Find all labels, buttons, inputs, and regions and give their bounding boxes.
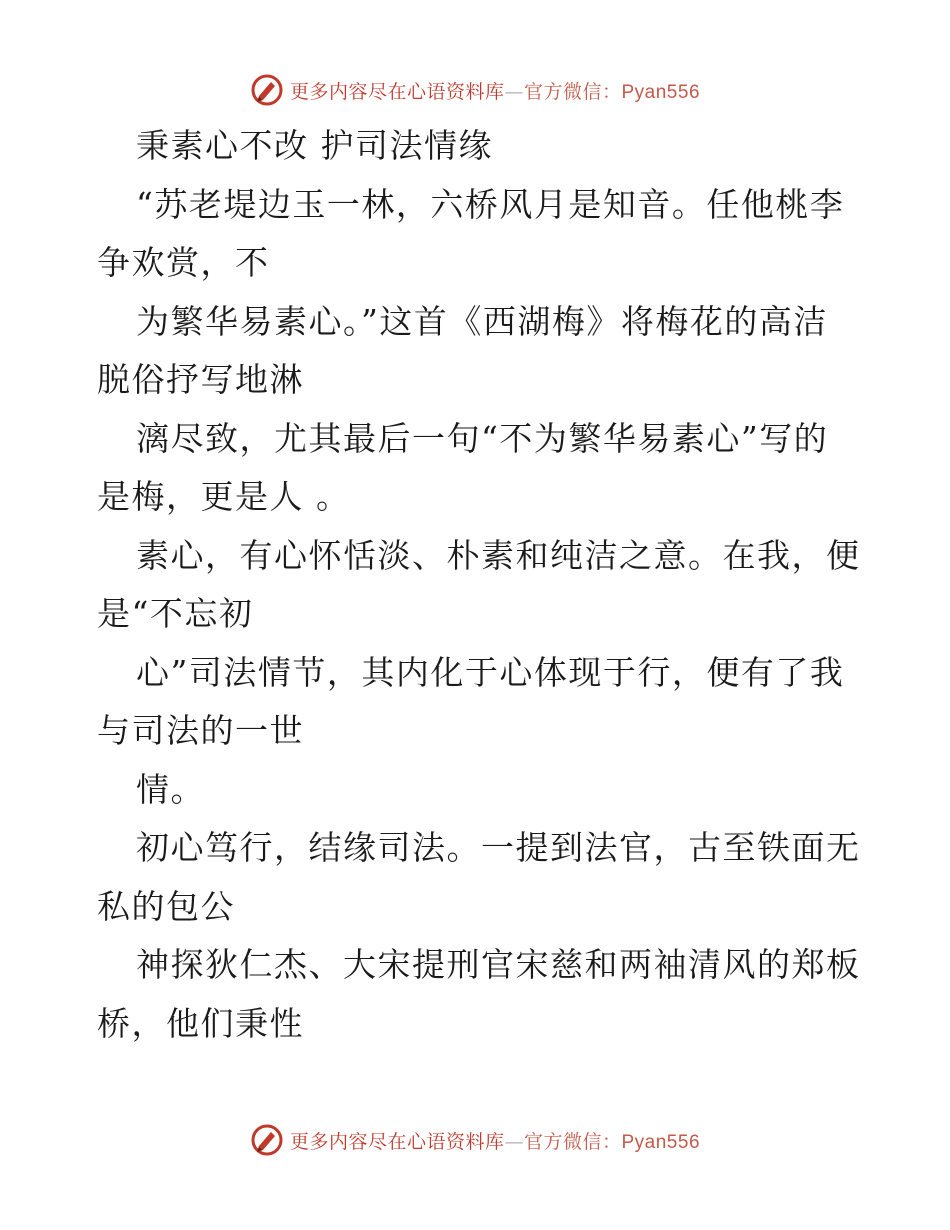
text-line: 情。 (136, 769, 205, 809)
text-line: 桥，他们秉性 (97, 1003, 304, 1043)
pen-logo-icon (250, 73, 284, 107)
text-line: 为繁华易素心。”这首《西湖梅》将梅花的高洁 (136, 301, 828, 341)
text-line: 漓尽致，尤其最后一句“不为繁华易素心”写的 (136, 418, 829, 458)
document-body (97, 117, 861, 1053)
banner-tail: 官方微信： (523, 1130, 622, 1153)
banner-main: 更多内容尽在心语资料库 (289, 80, 505, 103)
header-banner (0, 70, 950, 110)
header-banner-text (290, 77, 700, 104)
text-line: 私的包公 (97, 886, 235, 926)
text-line: 是“不忘初 (97, 594, 254, 633)
footer-banner (0, 1120, 950, 1160)
text-line: 脱俗抒写地淋 (97, 360, 304, 399)
text-line: 与司法的一世 (97, 711, 304, 750)
footer-banner-text (290, 1127, 700, 1154)
text-line: 初心笃行，结缘司法。一提到法官，古至铁面无 (136, 828, 861, 867)
text-line: 心”司法情节，其内化于心体现于行，便有了我 (136, 652, 845, 692)
text-line: 神探狄仁杰、大宋提刑官宋慈和两袖清风的郑板 (136, 945, 861, 984)
banner-wechat-id: Pyan556 (621, 81, 701, 103)
banner-tail: 官方微信： (523, 80, 622, 103)
banner-separator: — (504, 80, 524, 103)
text-line: 素心，有心怀恬淡、朴素和纯洁之意。在我，便 (136, 535, 861, 575)
pen-logo-icon (250, 1123, 284, 1157)
text-line: 秉素心不改 护司法情缘 (136, 126, 493, 165)
text-line: 争欢赏，不 (97, 243, 270, 282)
text-line: “苏老堤边玉一林，六桥风月是知音。任他桃李 (136, 184, 845, 224)
text-line: 是梅，更是人 。 (97, 477, 351, 516)
banner-main: 更多内容尽在心语资料库 (289, 1130, 505, 1153)
banner-wechat-id: Pyan556 (621, 1131, 701, 1153)
banner-separator: — (504, 1130, 524, 1153)
